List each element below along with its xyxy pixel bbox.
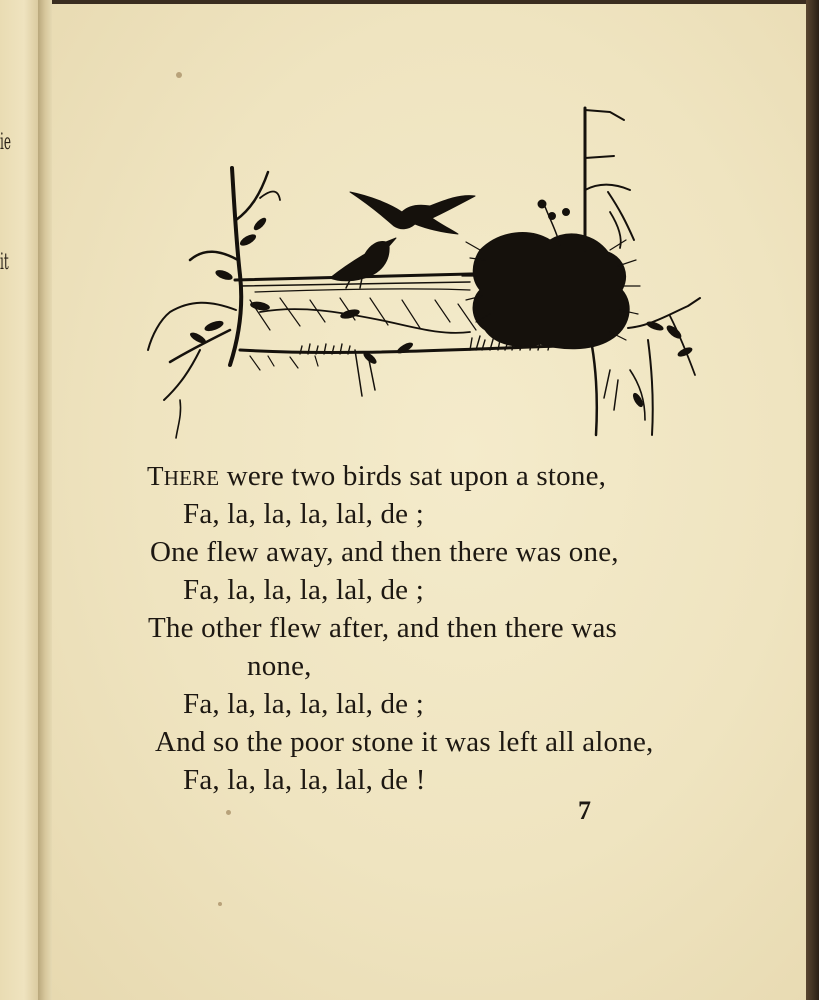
verse-line: Fa, la, la, la, lal, de !	[183, 764, 426, 796]
paper-speck	[218, 902, 222, 906]
verse-line: Fa, la, la, la, lal, de ;	[183, 574, 424, 606]
page-number: 7	[578, 796, 591, 825]
verse-initial-letter: T	[147, 461, 164, 491]
verse-line: And so the poor stone it was left all alone,	[155, 726, 654, 758]
verse-line: none,	[247, 650, 312, 682]
paper-speck	[226, 810, 231, 815]
verse-line: Fa, la, la, la, lal, de ;	[183, 688, 424, 720]
page-top-edge	[52, 0, 812, 4]
left-page-text-fragment: ie	[0, 130, 12, 155]
verse-line: The other flew after, and then there was	[148, 612, 618, 644]
verse-line: One flew away, and then there was one,	[150, 536, 619, 568]
left-page-edge	[0, 0, 40, 1000]
paper-speck	[176, 72, 182, 78]
birds-on-stone-illustration	[140, 100, 710, 445]
verse-line	[147, 460, 606, 493]
verse-line-text: were two birds sat upon a stone,	[219, 460, 607, 492]
verse-line: Fa, la, la, la, lal, de ;	[183, 498, 424, 530]
left-page-text-fragment: it	[0, 250, 9, 275]
verse-small-caps-word: HERE	[163, 466, 220, 490]
book-cover-edge	[806, 0, 819, 1000]
